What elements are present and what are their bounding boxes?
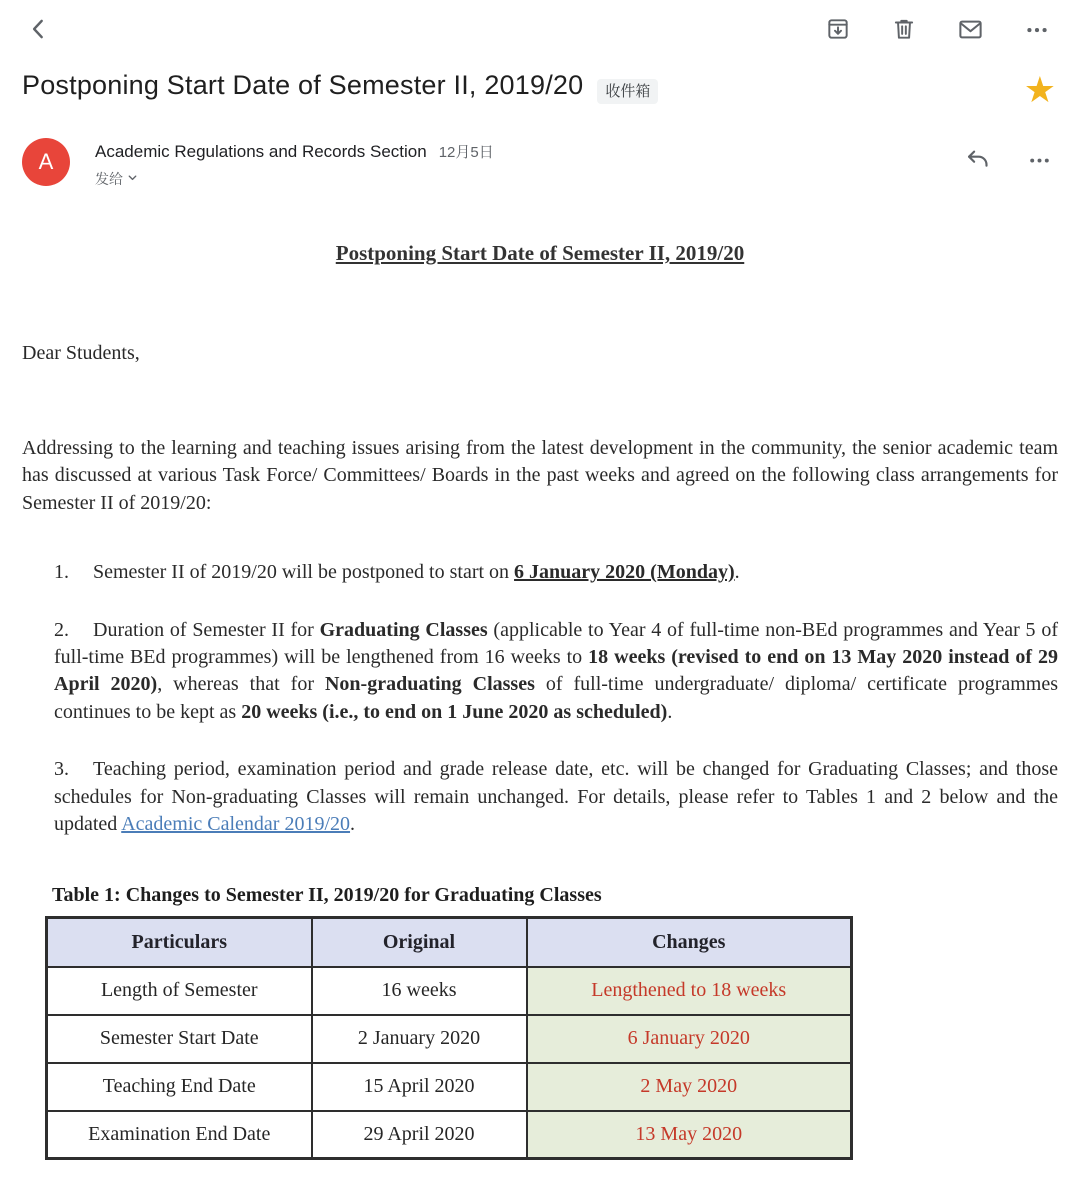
to-label: 发给	[95, 171, 123, 187]
item-text: .	[667, 700, 673, 723]
three-dots-icon	[1027, 147, 1052, 172]
sender-name: Academic Regulations and Records Section	[95, 142, 427, 161]
item-emphasis: 6 January 2020 (Monday)	[514, 561, 735, 584]
cell-original: 16 weeks	[312, 967, 527, 1015]
back-button[interactable]	[26, 16, 52, 42]
more-options-button[interactable]	[1024, 16, 1050, 42]
email-subject: Postponing Start Date of Semester II, 2019/20	[22, 70, 584, 100]
cell-changes: Lengthened to 18 weeks	[527, 967, 852, 1015]
app-bar	[0, 0, 1080, 48]
cell-particulars: Length of Semester	[47, 967, 312, 1015]
sender-meta	[95, 138, 494, 189]
cell-particulars: Semester Start Date	[47, 1015, 312, 1063]
archive-icon	[825, 16, 851, 42]
list-item-2	[54, 617, 1058, 727]
cell-original: 2 January 2020	[312, 1015, 527, 1063]
item-text: (applicable to Year 4 of full-time non-BEd programmes and Year 5 of full-time BEd programmes) will be lengthened from 16 weeks to	[54, 618, 1058, 668]
item-text: of full-time undergraduate/ diploma/ certificate programmes continues to be kept as	[54, 673, 1059, 723]
envelope-icon	[957, 16, 984, 43]
item-emphasis: 20 weeks (i.e., to end on 1 June 2020 as scheduled)	[241, 700, 668, 723]
star-button[interactable]	[1023, 69, 1056, 110]
list-item-3	[54, 756, 1058, 838]
three-dots-icon	[1024, 16, 1050, 42]
item-number: 2.	[54, 618, 69, 641]
app-bar-actions	[825, 16, 1050, 43]
cell-changes: 6 January 2020	[527, 1015, 852, 1063]
trash-icon	[891, 16, 917, 42]
salutation: Dear Students,	[22, 342, 140, 364]
table-row	[47, 1015, 852, 1063]
column-header-particulars: Particulars	[47, 918, 312, 967]
cell-original: 15 April 2020	[312, 1063, 527, 1111]
email-date: 12月5日	[438, 144, 494, 161]
email-body-heading: Postponing Start Date of Semester II, 2019/20	[335, 241, 745, 265]
item-emphasis: 18 weeks (revised to end on 13 May 2020 instead of 29 April 2020)	[54, 645, 1058, 696]
sender-avatar[interactable]: A	[22, 138, 70, 186]
changes-table	[45, 916, 853, 1160]
star-icon: ★	[1023, 69, 1056, 110]
message-more-button[interactable]	[1027, 147, 1052, 172]
email-body	[0, 241, 1080, 1160]
mark-unread-button[interactable]	[957, 16, 984, 43]
item-text: .	[734, 561, 740, 584]
table-header-row	[47, 918, 852, 967]
cell-changes: 13 May 2020	[527, 1111, 852, 1159]
recipient-expander[interactable]	[95, 169, 494, 189]
chevron-down-icon	[126, 171, 139, 187]
item-text: Teaching period, examination period and grade release date, etc. will be changed for Graduating Classes; and those schedules for Non-graduating Classes will remain unchanged. For details, please refer to Tables 1 and 2 below and the updated	[54, 758, 1058, 835]
cell-changes: 2 May 2020	[527, 1063, 852, 1111]
item-text: Duration of Semester II for	[93, 618, 320, 641]
item-text: .	[350, 812, 356, 835]
item-emphasis: Graduating Classes	[319, 618, 488, 641]
cell-particulars: Teaching End Date	[47, 1063, 312, 1111]
inbox-label-badge[interactable]: 收件箱	[597, 79, 658, 104]
cell-original: 29 April 2020	[312, 1111, 527, 1159]
item-text: , whereas that for	[157, 673, 325, 696]
delete-button[interactable]	[891, 16, 917, 42]
list-item-1	[54, 559, 1058, 586]
cell-particulars: Examination End Date	[47, 1111, 312, 1159]
back-chevron-icon	[26, 16, 52, 42]
academic-calendar-link[interactable]: Academic Calendar 2019/20	[121, 812, 351, 835]
item-number: 1.	[54, 561, 69, 584]
sender-row	[0, 108, 1080, 189]
subject-row	[0, 48, 1080, 108]
reply-icon	[964, 146, 991, 173]
item-number: 3.	[54, 758, 69, 781]
item-emphasis: Non-graduating Classes	[324, 673, 535, 696]
column-header-original: Original	[312, 918, 527, 967]
table-row	[47, 967, 852, 1015]
item-text: Semester II of 2019/20 will be postponed to start on	[93, 561, 515, 584]
column-header-changes: Changes	[527, 918, 852, 967]
intro-paragraph: Addressing to the learning and teaching issues arising from the latest development in the community, the senior academic team has discussed at various Task Force/ Committees/ Boards in the past weeks and agreed on the following class arrangements for Semester II of 2019/20:	[22, 437, 1058, 514]
archive-button[interactable]	[825, 16, 851, 42]
reply-button[interactable]	[964, 146, 991, 173]
table-row	[47, 1063, 852, 1111]
message-actions	[964, 138, 1052, 173]
table-row	[47, 1111, 852, 1159]
table-caption: Table 1: Changes to Semester II, 2019/20 for Graduating Classes	[52, 884, 602, 907]
